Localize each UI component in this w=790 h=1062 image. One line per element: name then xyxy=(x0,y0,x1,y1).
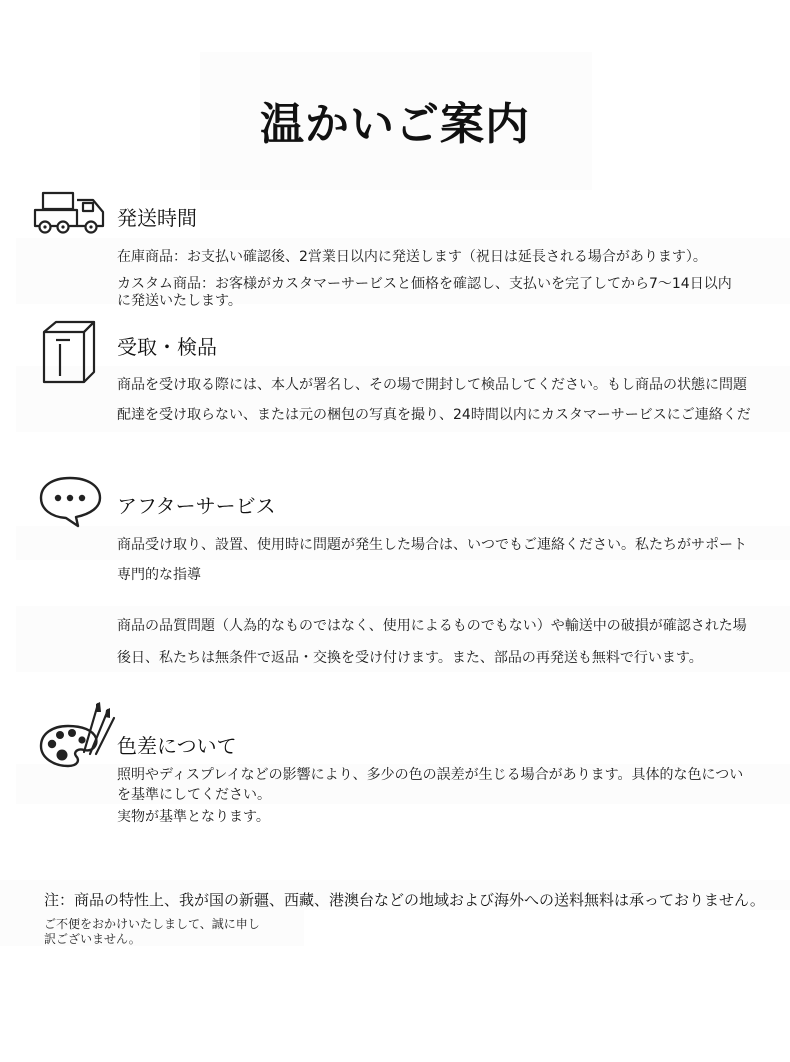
color-line: 実物が基準となります。 xyxy=(117,809,270,825)
color-line: を基準にしてください。 xyxy=(117,787,271,803)
receiving-line: 商品を受け取る際には、本人が署名し、その場で開封して検品してください。もし商品の状態に問題 xyxy=(117,377,747,393)
paint-palette-icon xyxy=(38,700,118,772)
receiving-heading: 受取・検品 xyxy=(117,335,217,359)
after-service-heading: アフターサービス xyxy=(117,494,276,518)
color-line: 照明やディスプレイなどの影響により、多少の色の誤差が生じる場合があります。具体的な色につい xyxy=(117,767,744,783)
shipping-line: カスタム商品：お客様がカスタマーサービスと価格を確認し、支払いを完了してから7〜14日以内 xyxy=(117,276,732,292)
package-icon xyxy=(38,318,110,386)
shipping-notice: 注：商品の特性上、我が国の新疆、西藏、港澳台などの地域および海外への送料無料は承っておりません。 xyxy=(44,891,765,909)
page-title: 温かいご案内 xyxy=(260,99,530,150)
shipping-line: に発送いたします。 xyxy=(117,293,242,309)
receiving-line: 配達を受け取らない、または元の梱包の写真を撮り、24時間以内にカスタマーサービスにご連絡くだ xyxy=(117,407,751,423)
speech-bubble-icon xyxy=(38,474,106,528)
color-heading: 色差について xyxy=(117,734,237,758)
after-service-line: 後日、私たちは無条件で返品・交換を受け付けます。また、部品の再発送も無料で行います。 xyxy=(117,650,703,666)
apology-line: 訳ございません。 xyxy=(44,932,141,946)
apology-line: ご不便をおかけいたしまして、誠に申し xyxy=(44,917,260,931)
after-service-line: 商品受け取り、設置、使用時に問題が発生した場合は、いつでもご連絡ください。私たちがサポート xyxy=(117,537,747,553)
after-service-line: 商品の品質問題（人為的なものではなく、使用によるものでもない）や輸送中の破損が確認された場 xyxy=(117,618,747,634)
shipping-heading: 発送時間 xyxy=(117,206,197,230)
shipping-line: 在庫商品：お支払い確認後、2営業日以内に発送します（祝日は延長される場合があります）。 xyxy=(117,249,707,265)
after-service-line: 専門的な指導 xyxy=(117,567,201,583)
truck-icon xyxy=(33,190,113,238)
